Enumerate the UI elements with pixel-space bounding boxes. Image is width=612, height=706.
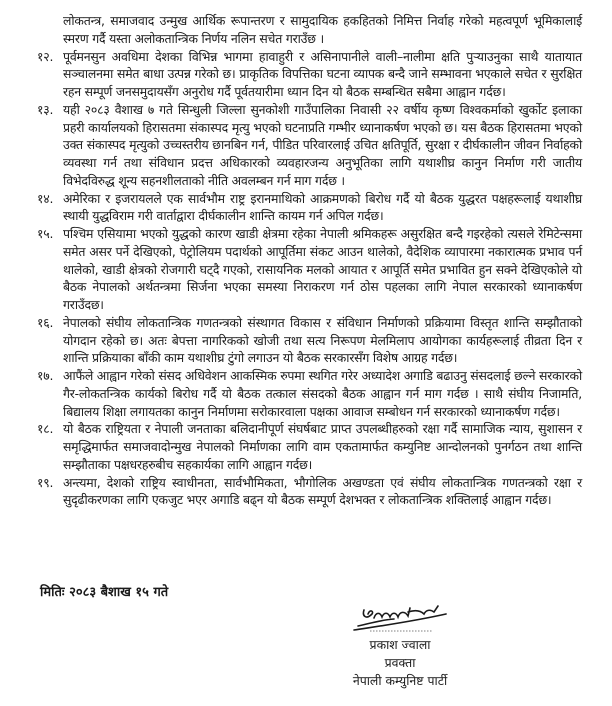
- numbered-point: [0, 225, 612, 314]
- points-list: [0, 48, 612, 510]
- point-text: पूर्वमनसुन अवधिमा देशका विभिन्न भागमा हावाहुरी र असिनापानीले वाली–नालीमा क्षति पुऱ्याउनुका साथै यातायात सञ्चालनमा समेत बाधा उत्पन्न गरेको छ। प्राकृतिक विपत्तिका घटना व्यापक बन्दै जाने सम्भावना भएकाले सचेत र सुरक्षित रहन सम्पूर्ण जनसमुदायसँग अनुरोध गर्दै पूर्वतयारीमा ध्यान दिन यो बैठक सम्बन्धित सबैमा आह्वान गर्दछ।: [63, 48, 582, 99]
- signatory-title: प्रवक्ता: [384, 655, 416, 670]
- numbered-point: [0, 367, 612, 420]
- numbered-point: [0, 48, 612, 101]
- point-number: १४.: [37, 190, 54, 206]
- point-number: १३.: [37, 101, 54, 117]
- numbered-point: [0, 101, 612, 190]
- point-text: यो बैठक राष्ट्रियता र नेपाली जनताका बलिदानीपूर्ण संघर्षबाट प्राप्त उपलब्धीहरुको रक्षा गर्दै सामाजिक न्याय, सुशासन र समृद्धिमार्फत समाजवादोन्मुख नेपालको निर्माणका लागि वाम एकतामार्फत कम्युनिष्ट आन्दोलनको पुनर्गठन तथा शान्ति सम्झौताका पक्षधरहरुबीच सहकार्यका लागि आह्वान गर्दछ।: [63, 421, 582, 472]
- point-text: नेपालको संघीय लोकतान्त्रिक गणतन्त्रको संस्थागत विकास र संविधान निर्माणको प्रक्रियामा विस्तृत शान्ति सम्झौताको योगदान रहेको छ। अतः बेपत्ता नागरिकको खोजी तथा सत्य निरूपण मेलमिलाप आयोगका कार्यहरूलाई तीव्रता दिन र शान्ति प्रक्रियाका बाँकी काम यथाशीघ्र टुंगो लगाउन यो बैठक सरकारसँग विशेष आग्रह गर्दछ।: [63, 314, 582, 366]
- numbered-point: [0, 190, 612, 226]
- point-number: १९.: [37, 474, 54, 490]
- point-number: १७.: [37, 368, 54, 383]
- point-text: यही २०८३ वैशाख ७ गते सिन्धुली जिल्ला सुनकोशी गाउँपालिका निवासी २२ वर्षीय कृष्ण विश्वकर्माको खुर्कोट इलाका प्रहरी कार्यालयको हिरासतमा संकास्पद मृत्यु भएको घटनाप्रति गम्भीर ध्यानाकर्षण भएको छ। यस बैठक हिरासतमा भएको उक्त संकास्पद मृत्युको उच्चस्तरीय छानबिन गर्न, पीडित परिवारलाई उचित क्षतिपूर्ति, सुरक्षा र दीर्घकालीन जीवन निर्वाहको व्यवस्था गर्न तथा संविधान प्रदत्त अधिकारको व्यवहारजन्य अनुभूतिका लागि यथाशीघ्र कानुन निर्माण गरी जातीय विभेदविरुद्ध शून्य सहनशीलताको नीति अवलम्बन गर्न माग गर्दछ ।: [63, 101, 582, 188]
- numbered-point: [0, 314, 612, 367]
- point-number: १६.: [37, 314, 54, 330]
- signature-block: [330, 600, 470, 690]
- point-number: १८.: [37, 421, 54, 437]
- handwritten-signature: [350, 600, 450, 636]
- point-number: १५.: [37, 226, 54, 241]
- signatory-organization: नेपाली कम्युनिष्ट पार्टी: [352, 673, 448, 688]
- point-text: अन्त्यमा, देशको राष्ट्रिय स्वाधीनता, सार्वभौमिकता, भौगोलिक अखण्डता एवं संघीय लोकतान्त्रिक गणतन्त्रको रक्षा र सुदृढीकरणका लागि एकजुट भएर अगाडि बढ्न यो बैठक सम्पूर्ण देशभक्त र लोकतान्त्रिक शक्तिलाई आह्वान गर्दछ।: [63, 474, 582, 508]
- date-line: मितिः २०८३ बैशाख १५ गते: [40, 585, 169, 600]
- signatory-name: प्रकाश ज्वाला: [369, 637, 431, 652]
- point-number: १२.: [37, 48, 54, 64]
- statement-body: [0, 12, 612, 509]
- point-text: अमेरिका र इजरायलले एक सार्वभौम राष्ट्र इरानमाथिको आक्रमणको बिरोध गर्दै यो बैठक युद्धरत पक्षहरूलाई यथाशीघ्र स्थायी युद्धविराम गरी वार्ताद्वारा दीर्घकालीन शान्ति कायम गर्न अपिल गर्दछ।: [63, 190, 582, 224]
- intro-paragraph: लोकतन्त्र, समाजवाद उन्मुख आर्थिक रूपान्तरण र सामुदायिक हकहितको निमित्त निर्वाह गरेको महत्वपूर्ण भूमिकालाई स्मरण गर्दै यस्ता अलोकतान्त्रिक निर्णय नलिन सचेत गराउँछ ।: [63, 13, 582, 46]
- point-text: आफैंले आह्वान गरेको संसद अधिवेशन आकस्मिक रुपमा स्थगित गरेर अध्यादेश अगाडि बढाउनु संसदलाई छल्ने सरकारको गैर-लोकतन्त्रिक कार्यको बिरोध गर्दै यो बैठक तत्काल संसदको बैठक आह्वान गर्न माग गर्दछ । साथै संघीय निजामति, बिद्यालय शिक्षा लगायतका कानुन निर्माणमा सरोकारवाला पक्षका आवाज सम्बोधन गर्न सरकारको ध्यानाकर्षण गर्दछ।: [63, 368, 582, 419]
- numbered-point: [0, 474, 612, 510]
- point-text: पश्चिम एसियामा भएको युद्धको कारण खाडी क्षेत्रमा रहेका नेपाली श्रमिकहरू असुरक्षित बन्दै गइरहेको त्यसले रेमिटेन्समा समेत असर पर्ने देखिएको, पेट्रोलियम पदार्थको आपूर्तिमा संकट आउन थालेको, वैदेशिक व्यापारमा नकारात्मक प्रभाव पर्न थालेको, खाडी क्षेत्रको रोजगारी घट्दै गएको, रासायनिक मलको आयात र आपूर्ति समेत प्रभावित हुन सक्ने देखिएकोले यो बैठक नेपालको अर्थतन्त्रमा सिर्जना भएका समस्या निराकरण गर्न ठोस पहलका लागि नेपाल सरकारको ध्यानाकर्षण गराउँदछ।: [63, 226, 582, 312]
- numbered-point: [0, 420, 612, 473]
